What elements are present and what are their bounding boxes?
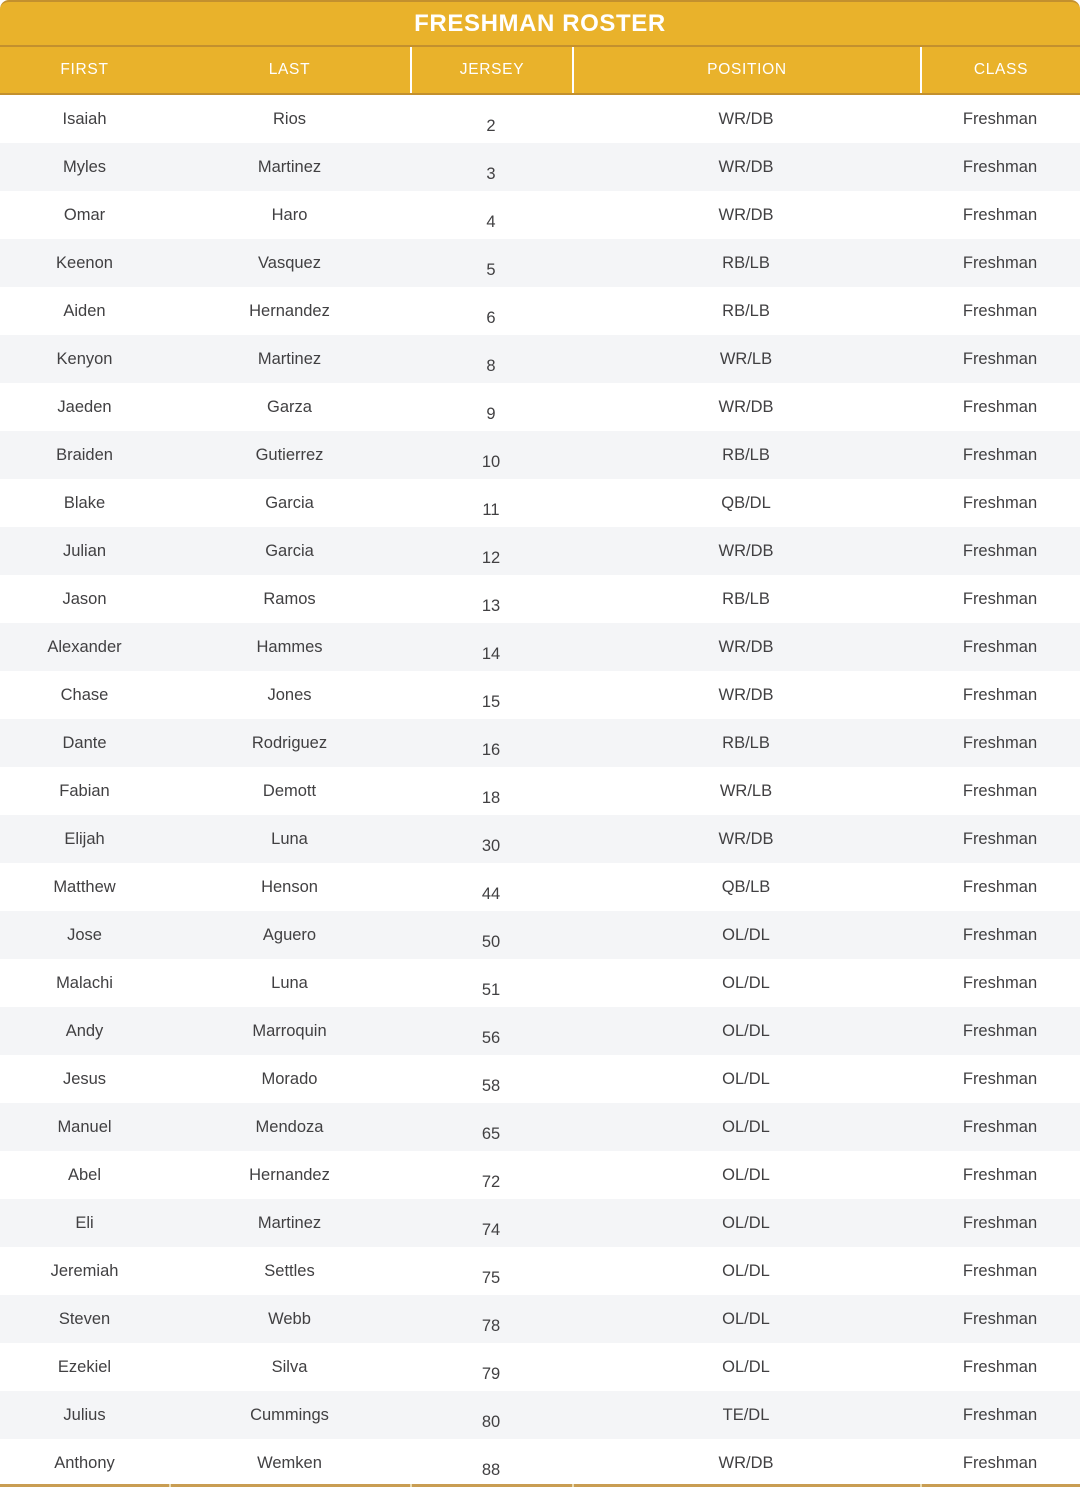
cell-last: Wemken [257, 1453, 322, 1472]
cell-last: Mendoza [255, 1117, 324, 1136]
cell-first: Kenyon [56, 349, 113, 368]
table-row [0, 1103, 1080, 1151]
cell-jersey: 11 [482, 500, 500, 519]
cell-position: WR/DB [718, 637, 774, 656]
cell-jersey: 15 [481, 692, 501, 711]
cell-jersey: 18 [481, 788, 501, 807]
table-row [0, 239, 1080, 287]
cell-first: Steven [58, 1309, 111, 1328]
cell-jersey: 3 [486, 164, 496, 183]
table-row [0, 383, 1080, 431]
table-row [0, 335, 1080, 383]
cell-class: Freshman [962, 541, 1038, 560]
cell-position: QB/LB [721, 877, 771, 896]
table-row [0, 527, 1080, 575]
cell-class: Freshman [962, 1213, 1038, 1232]
cell-first: Anthony [54, 1453, 115, 1472]
cell-jersey: 79 [481, 1364, 501, 1383]
cell-position: OL/DL [722, 1069, 770, 1088]
cell-jersey: 8 [486, 356, 496, 375]
cell-last: Hammes [256, 637, 323, 656]
cell-position: OL/DL [722, 1357, 770, 1376]
cell-first: Malachi [56, 973, 113, 992]
cell-last: Settles [264, 1261, 315, 1280]
cell-jersey: 50 [481, 932, 501, 951]
cell-last: Aguero [262, 925, 317, 944]
column-header-last: LAST [268, 61, 311, 78]
column-header-jersey: JERSEY [410, 47, 572, 93]
cell-class: Freshman [962, 349, 1038, 368]
cell-class: Freshman [962, 973, 1038, 992]
table-row [0, 767, 1080, 815]
table-row [0, 1199, 1080, 1247]
cell-jersey: 88 [481, 1460, 501, 1479]
cell-first: Dante [62, 733, 107, 752]
cell-jersey: 6 [486, 308, 496, 327]
cell-first: Fabian [59, 781, 110, 800]
table-row [0, 623, 1080, 671]
cell-last: Vasquez [258, 253, 321, 272]
cell-position: TE/DL [722, 1405, 770, 1424]
cell-last: Gutierrez [255, 445, 324, 464]
cell-position: OL/DL [722, 1165, 770, 1184]
table-row [0, 1055, 1080, 1103]
cell-last: Martinez [257, 1213, 322, 1232]
cell-last: Cummings [250, 1405, 329, 1424]
cell-first: Jeremiah [50, 1261, 119, 1280]
cell-first: Andy [65, 1021, 104, 1040]
table-row [0, 1295, 1080, 1343]
cell-first: Isaiah [62, 109, 107, 128]
cell-last: Demott [262, 781, 317, 800]
cell-first: Julius [63, 1405, 106, 1424]
cell-last: Jones [267, 685, 312, 704]
cell-jersey: 30 [481, 836, 501, 855]
cell-first: Keenon [56, 253, 113, 272]
cell-last: Rios [272, 109, 306, 128]
cell-last: Rodriguez [251, 733, 328, 752]
cell-last: Marroquin [252, 1021, 327, 1040]
cell-position: WR/DB [718, 1453, 774, 1472]
cell-jersey: 58 [481, 1076, 501, 1095]
cell-position: OL/DL [722, 1117, 770, 1136]
cell-first: Julian [62, 541, 107, 560]
cell-class: Freshman [962, 1261, 1038, 1280]
cell-last: Webb [268, 1309, 311, 1328]
cell-position: WR/LB [719, 781, 773, 800]
cell-class: Freshman [962, 685, 1038, 704]
cell-first: Jaeden [57, 397, 112, 416]
cell-position: RB/LB [722, 589, 770, 608]
cell-last: Hernandez [249, 1165, 330, 1184]
cell-class: Freshman [962, 109, 1038, 128]
cell-first: Jose [67, 925, 102, 944]
table-title: FRESHMAN ROSTER [414, 9, 666, 37]
cell-jersey: 72 [481, 1172, 501, 1191]
cell-first: Blake [63, 493, 106, 512]
cell-position: WR/DB [718, 829, 774, 848]
cell-jersey: 5 [486, 260, 496, 279]
cell-position: WR/DB [718, 205, 774, 224]
table-row [0, 863, 1080, 911]
cell-first: Braiden [56, 445, 113, 464]
table-row [0, 191, 1080, 239]
cell-position: WR/DB [718, 109, 774, 128]
cell-last: Morado [261, 1069, 318, 1088]
cell-class: Freshman [962, 733, 1038, 752]
cell-position: WR/LB [719, 349, 773, 368]
table-row [0, 719, 1080, 767]
cell-last: Hernandez [249, 301, 330, 320]
cell-class: Freshman [962, 205, 1038, 224]
cell-last: Garcia [265, 541, 314, 560]
cell-position: OL/DL [722, 1261, 770, 1280]
column-header-row [0, 47, 1080, 93]
cell-class: Freshman [962, 925, 1038, 944]
column-header-class: CLASS [920, 47, 1080, 93]
cell-first: Manuel [57, 1117, 112, 1136]
column-header-position: POSITION [572, 47, 920, 93]
cell-class: Freshman [962, 589, 1038, 608]
cell-jersey: 51 [481, 980, 501, 999]
cell-class: Freshman [962, 829, 1038, 848]
cell-class: Freshman [962, 1357, 1038, 1376]
cell-first: Jesus [62, 1069, 107, 1088]
cell-last: Henson [261, 877, 318, 896]
cell-first: Jason [62, 589, 107, 608]
cell-last: Garcia [265, 493, 314, 512]
column-header-first: FIRST [60, 61, 109, 78]
cell-first: Myles [62, 157, 107, 176]
cell-jersey: 44 [481, 884, 501, 903]
table-row [0, 575, 1080, 623]
cell-position: OL/DL [722, 1213, 770, 1232]
cell-class: Freshman [962, 1021, 1038, 1040]
table-row [0, 815, 1080, 863]
cell-class: Freshman [962, 781, 1038, 800]
table-row [0, 479, 1080, 527]
cell-class: Freshman [962, 637, 1038, 656]
table-row [0, 911, 1080, 959]
cell-class: Freshman [962, 157, 1038, 176]
cell-jersey: 80 [481, 1412, 501, 1431]
cell-class: Freshman [962, 1117, 1038, 1136]
cell-position: WR/DB [718, 685, 774, 704]
cell-position: OL/DL [722, 973, 770, 992]
table-row [0, 959, 1080, 1007]
cell-jersey: 2 [486, 116, 496, 135]
cell-jersey: 9 [486, 404, 496, 423]
cell-first: Aiden [63, 301, 106, 320]
cell-jersey: 78 [481, 1316, 501, 1335]
cell-position: RB/LB [722, 445, 770, 464]
cell-position: WR/DB [718, 157, 774, 176]
cell-jersey: 10 [481, 452, 501, 471]
cell-jersey: 14 [481, 644, 501, 663]
cell-first: Abel [67, 1165, 102, 1184]
cell-position: QB/DL [721, 493, 771, 512]
cell-last: Luna [271, 973, 308, 992]
cell-class: Freshman [962, 1069, 1038, 1088]
cell-last: Haro [271, 205, 308, 224]
cell-class: Freshman [962, 301, 1038, 320]
cell-jersey: 65 [481, 1124, 501, 1143]
table-row [0, 1247, 1080, 1295]
cell-class: Freshman [962, 493, 1038, 512]
cell-jersey: 75 [481, 1268, 501, 1287]
table-row [0, 671, 1080, 719]
cell-first: Eli [75, 1213, 94, 1232]
table-row [0, 431, 1080, 479]
table-row [0, 95, 1080, 143]
cell-jersey: 16 [481, 740, 501, 759]
cell-position: RB/LB [722, 301, 770, 320]
cell-first: Matthew [53, 877, 116, 896]
cell-class: Freshman [962, 1309, 1038, 1328]
roster-body [0, 95, 1080, 1487]
cell-position: OL/DL [722, 1021, 770, 1040]
table-title-bar [0, 0, 1080, 45]
cell-class: Freshman [962, 1453, 1038, 1472]
cell-first: Elijah [64, 829, 105, 848]
cell-last: Garza [267, 397, 312, 416]
cell-jersey: 12 [481, 548, 501, 567]
table-row [0, 1343, 1080, 1391]
cell-class: Freshman [962, 445, 1038, 464]
cell-jersey: 56 [481, 1028, 501, 1047]
cell-class: Freshman [962, 397, 1038, 416]
cell-first: Chase [60, 685, 109, 704]
cell-jersey: 4 [486, 212, 496, 231]
cell-jersey: 13 [481, 596, 501, 615]
cell-position: WR/DB [718, 541, 774, 560]
cell-first: Omar [63, 205, 106, 224]
cell-last: Martinez [257, 157, 322, 176]
cell-position: RB/LB [722, 733, 770, 752]
cell-class: Freshman [962, 253, 1038, 272]
table-row [0, 287, 1080, 335]
cell-last: Luna [271, 829, 308, 848]
cell-last: Silva [271, 1357, 308, 1376]
table-row [0, 1391, 1080, 1439]
cell-position: RB/LB [722, 253, 770, 272]
table-row [0, 1007, 1080, 1055]
cell-jersey: 74 [481, 1220, 501, 1239]
cell-class: Freshman [962, 1405, 1038, 1424]
table-row [0, 143, 1080, 191]
table-row [0, 1439, 1080, 1487]
cell-first: Alexander [47, 637, 122, 656]
cell-class: Freshman [962, 877, 1038, 896]
cell-first: Ezekiel [57, 1357, 112, 1376]
cell-last: Ramos [263, 589, 316, 608]
table-row [0, 1151, 1080, 1199]
cell-class: Freshman [962, 1165, 1038, 1184]
cell-position: OL/DL [722, 1309, 770, 1328]
cell-position: WR/DB [718, 397, 774, 416]
cell-last: Martinez [257, 349, 322, 368]
cell-position: OL/DL [722, 925, 770, 944]
